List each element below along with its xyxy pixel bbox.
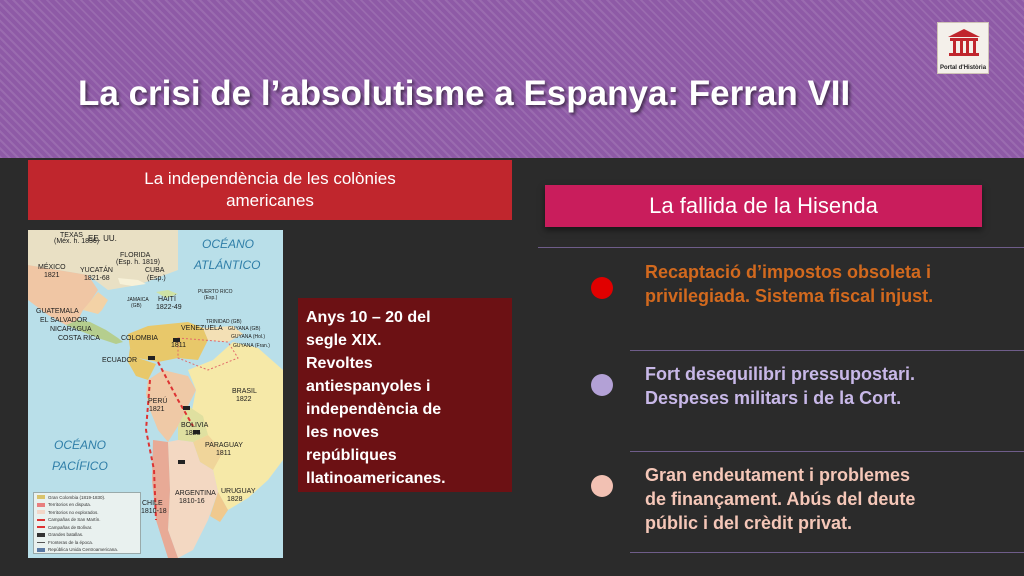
map-label: 1810-16 (179, 498, 205, 505)
americas-map (28, 230, 283, 558)
revolts-info-box (298, 298, 512, 492)
item-line: privilegiada. Sistema fiscal injust. (645, 286, 934, 306)
legend-item: República Unida Centroamericana. (34, 546, 140, 553)
map-label: TEXAS (60, 232, 83, 239)
map-label: 1821 (149, 406, 165, 413)
item-line: públic i del crèdit privat. (645, 513, 853, 533)
ocean-label: PACÍFICO (52, 459, 108, 473)
map-label: (Méx. h. 1836) (54, 238, 100, 245)
map-label: PARAGUAY (205, 442, 243, 449)
divider (630, 350, 1024, 351)
slide-title: La crisi de l’absolutisme a Espanya: Ferran VII (78, 74, 851, 113)
info-line: repúbliques (306, 447, 397, 464)
budget-item (645, 362, 915, 410)
item-line: Despeses militars i de la Cort. (645, 388, 902, 408)
logo (937, 22, 989, 74)
map-label: 1811 (216, 450, 232, 457)
map-label: GUATEMALA (36, 308, 79, 315)
fiscal-item (645, 260, 933, 308)
map-label: 1821 (44, 272, 60, 279)
map-label: 1822 (236, 396, 252, 403)
info-line: Revoltes (306, 355, 373, 372)
info-line: segle XIX. (306, 332, 382, 349)
legend-item: Grandes batallas. (34, 531, 140, 538)
map-label: BRASIL (232, 388, 257, 395)
map-label: EL SALVADOR (40, 317, 88, 324)
map-label: COSTA RICA (58, 335, 100, 342)
divider (630, 451, 1024, 452)
map-label: PUERTO RICO (198, 289, 233, 295)
item-line: Fort desequilibri pressupostari. (645, 364, 916, 384)
map-label: (Esp.) (204, 295, 218, 301)
legend-item: Fronteras de la época. (34, 539, 140, 546)
map-label: CUBA (145, 267, 165, 274)
map-label: TRINIDAD (GB) (206, 319, 242, 325)
item-line: Gran endeutament i problemes (645, 465, 911, 485)
bullet-dot-red (591, 277, 613, 299)
map-label: GUYANA (Hol.) (231, 334, 266, 340)
map-label: 1828 (227, 496, 243, 503)
independence-banner (28, 160, 512, 220)
treasury-banner: La fallida de la Hisenda (545, 185, 982, 227)
map-label: URUGUAY (221, 488, 256, 495)
info-line: independència de (306, 401, 442, 418)
map-label: VENEZUELA (181, 325, 223, 332)
map-label: (Esp.) (147, 275, 166, 282)
map-label: GUYANA (Fran.) (233, 343, 270, 349)
map-label: (Esp. h. 1819) (116, 259, 160, 266)
map-label: NICARAGUA (50, 326, 92, 333)
divider (630, 552, 1024, 553)
ocean-label: ATLÁNTICO (194, 258, 261, 272)
legend-item: Campañas de Bolívar. (34, 524, 140, 531)
info-line: Anys 10 – 20 del (306, 309, 431, 326)
map-label: COLOMBIA (121, 335, 158, 342)
map-label: ARGENTINA (175, 490, 216, 497)
divider (538, 247, 1024, 248)
debt-item (645, 463, 915, 535)
map-label: PERÚ (148, 398, 168, 405)
map-label: JAMAICA (127, 297, 149, 303)
item-line: Recaptació d’impostos obsoleta i (645, 262, 932, 282)
legend-item: Gran Colombia (1819-1830). (34, 494, 140, 501)
legend-item: Campañas de San Martín. (34, 516, 140, 523)
map-label: 1825 (185, 430, 201, 437)
legend-item: Territorios no explorados. (34, 509, 140, 516)
ocean-label: OCÉANO (54, 438, 107, 452)
map-label: MÉXICO (38, 264, 66, 271)
map-label: 1811 (171, 342, 187, 349)
map-label: ECUADOR (102, 357, 138, 364)
banner-line: La independència de les colònies (144, 169, 396, 188)
map-label: 1822-49 (156, 304, 182, 311)
logo-text: Portal d'Història (939, 65, 987, 71)
item-line: de finançament. Abús del deute (645, 489, 916, 509)
temple-icon (946, 27, 982, 57)
info-line: llatinoamericanes. (306, 470, 446, 487)
bullet-dot-lavender (591, 374, 613, 396)
map-label: HAITÍ (158, 296, 176, 303)
map-label: 1810-18 (141, 508, 167, 515)
bullet-dot-peach (591, 475, 613, 497)
map-label: GUYANA (GB) (228, 326, 261, 332)
info-line: les noves (306, 424, 379, 441)
ocean-label: OCÉANO (202, 237, 255, 251)
map-label: BOLIVIA (181, 422, 209, 429)
map-label: EE. UU. (88, 234, 117, 243)
banner-line: americanes (226, 191, 314, 210)
map-legend (33, 492, 141, 554)
map-label: YUCATÁN (80, 267, 113, 274)
info-line: antiespanyoles i (306, 378, 431, 395)
map-label: 1821-68 (84, 275, 110, 282)
map-label: CHILE (142, 500, 163, 507)
map-label: FLORIDA (120, 252, 151, 259)
legend-item: Territorios en disputa. (34, 501, 140, 508)
map-label: (GB) (131, 303, 142, 309)
